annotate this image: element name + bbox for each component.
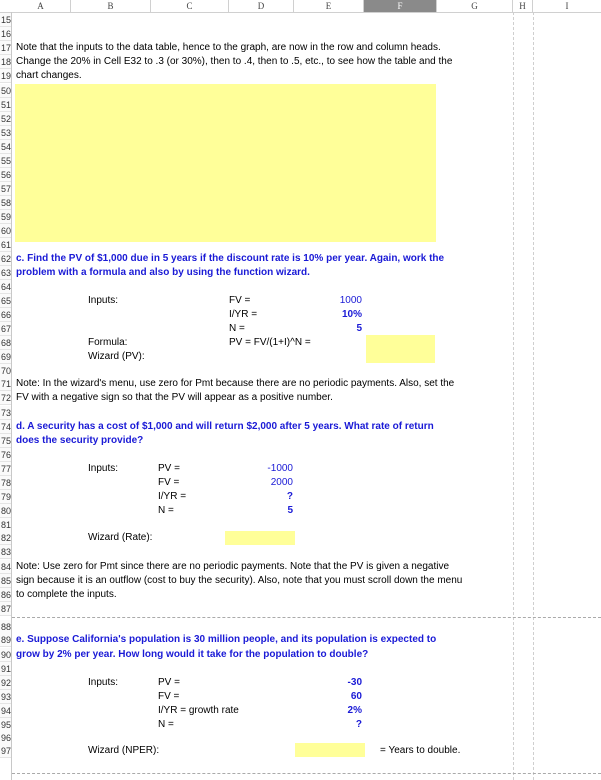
part-e-iyr-value[interactable]: 2% [347, 705, 362, 716]
part-e-title-line-2: grow by 2% per year. How long would it take for the population to double? [16, 649, 369, 660]
part-e-fv-value[interactable]: 60 [350, 691, 362, 702]
row-header-80[interactable]: 80 [0, 506, 11, 516]
part-c-n-label: N = [229, 323, 245, 334]
row-header-19[interactable]: 19 [0, 71, 11, 81]
part-d-iyr-value[interactable]: ? [286, 491, 293, 502]
row-header-96[interactable]: 96 [0, 733, 11, 743]
part-d-note-line-1: Note: Use zero for Pmt since there are no periodic payments. Note that the PV is given a negative [16, 561, 450, 572]
part-d-iyr-label: I/YR = [158, 491, 187, 502]
part-e-pv-label: PV = [158, 677, 180, 688]
row-header-58[interactable]: 58 [0, 198, 11, 208]
part-e-fv-label: FV = [158, 691, 180, 702]
row-header-91[interactable]: 91 [0, 664, 11, 674]
row-header-75[interactable]: 75 [0, 436, 11, 446]
part-d-inputs-label: Inputs: [88, 463, 119, 474]
row-header-84[interactable]: 84 [0, 562, 11, 572]
row-header-88[interactable]: 88 [0, 622, 11, 632]
row-header-53[interactable]: 53 [0, 128, 11, 138]
row-header-15[interactable]: 15 [0, 15, 11, 25]
part-e-iyr-label: I/YR = growth rate [158, 705, 239, 716]
part-d-title-line-2: does the security provide? [16, 435, 144, 446]
part-d-wizard-label: Wizard (Rate): [88, 532, 153, 543]
row-header-62[interactable]: 62 [0, 254, 11, 264]
column-header-c[interactable]: C [151, 0, 229, 12]
column-header-g[interactable]: G [437, 0, 513, 12]
part-e-pv-value[interactable]: -30 [347, 677, 362, 688]
row-header-81[interactable]: 81 [0, 520, 11, 530]
row-header-divider [11, 12, 12, 780]
part-e-wizard-label: Wizard (NPER): [88, 745, 160, 756]
row-header-16[interactable]: 16 [0, 29, 11, 39]
chart-placeholder-area[interactable] [15, 84, 436, 242]
row-header-17[interactable]: 17 [0, 43, 11, 53]
column-header-bar [0, 0, 601, 13]
row-header-82[interactable]: 82 [0, 533, 11, 543]
row-header-77[interactable]: 77 [0, 464, 11, 474]
row-header-94[interactable]: 94 [0, 706, 11, 716]
part-c-iyr-value[interactable]: 10% [341, 309, 362, 320]
page-break-line [513, 12, 514, 780]
part-d-pv-value[interactable]: -1000 [267, 463, 293, 474]
column-header-i[interactable]: I [565, 1, 569, 11]
row-header-68[interactable]: 68 [0, 338, 11, 348]
part-c-title-line-2: problem with a formula and also by using the function wizard. [16, 267, 310, 278]
part-e-result-label: = Years to double. [380, 745, 461, 756]
print-area-bottom-line [12, 773, 601, 774]
note-line-2: Change the 20% in Cell E32 to .3 (or 30%), then to .4, then to .5, etc., to see how the table and the [16, 56, 453, 67]
row-header-86[interactable]: 86 [0, 590, 11, 600]
row-header-89[interactable]: 89 [0, 635, 11, 645]
column-header-a[interactable]: A [11, 0, 71, 12]
row-header-61[interactable]: 61 [0, 240, 11, 250]
part-c-title-line-1: c. Find the PV of $1,000 due in 5 years if the discount rate is 10% per year. Again, work the [16, 253, 445, 264]
part-e-n-label: N = [158, 719, 174, 730]
row-header-56[interactable]: 56 [0, 170, 11, 180]
row-header-59[interactable]: 59 [0, 212, 11, 222]
row-header-73[interactable]: 73 [0, 408, 11, 418]
column-header-b[interactable]: B [71, 0, 151, 12]
row-header-85[interactable]: 85 [0, 576, 11, 586]
row-header-79[interactable]: 79 [0, 492, 11, 502]
rate-answer-cell[interactable] [225, 531, 295, 545]
part-e-title-line-1: e. Suppose California's population is 30 million people, and its population is expected to [16, 634, 437, 645]
note-line-1: Note that the inputs to the data table, hence to the graph, are now in the row and column heads. [16, 42, 441, 53]
row-header-90[interactable]: 90 [0, 650, 11, 660]
row-header-57[interactable]: 57 [0, 184, 11, 194]
part-c-fv-value[interactable]: 1000 [339, 295, 362, 306]
column-header-f[interactable]: F [364, 0, 437, 12]
part-d-note-line-2: sign because it is an outflow (cost to buy the security). Also, note that you must scroll down the menu [16, 575, 463, 586]
row-header-50[interactable]: 50 [0, 86, 11, 96]
row-header-87[interactable]: 87 [0, 604, 11, 614]
part-c-wizard-label: Wizard (PV): [88, 351, 145, 362]
row-header-71[interactable]: 71 [0, 379, 11, 389]
part-c-formula-text: PV = FV/(1+I)^N = [229, 337, 311, 348]
row-header-69[interactable]: 69 [0, 352, 11, 362]
column-header-e[interactable]: E [294, 0, 364, 12]
pv-answer-cell[interactable] [366, 335, 435, 363]
note-line-3: chart changes. [16, 70, 82, 81]
column-gridline [533, 12, 534, 780]
row-header-93[interactable]: 93 [0, 692, 11, 702]
part-c-note-line-1: Note: In the wizard's menu, use zero for Pmt because there are no periodic payments. Also, set the [16, 378, 455, 389]
part-d-title-line-1: d. A security has a cost of $1,000 and will return $2,000 after 5 years. What rate of return [16, 421, 434, 432]
column-header-h[interactable]: H [513, 0, 533, 12]
part-e-n-value[interactable]: ? [355, 719, 362, 730]
part-d-n-value[interactable]: 5 [287, 505, 293, 516]
part-e-inputs-label: Inputs: [88, 677, 119, 688]
row-header-76[interactable]: 76 [0, 450, 11, 460]
part-c-fv-label: FV = [229, 295, 251, 306]
row-header-60[interactable]: 60 [0, 226, 11, 236]
row-header-67[interactable]: 67 [0, 324, 11, 334]
part-d-pv-label: PV = [158, 463, 180, 474]
part-c-n-value[interactable]: 5 [356, 323, 362, 334]
row-header-64[interactable]: 64 [0, 282, 11, 292]
row-header-95[interactable]: 95 [0, 720, 11, 730]
part-d-fv-value[interactable]: 2000 [270, 477, 293, 488]
row-header-55[interactable]: 55 [0, 156, 11, 166]
row-header-52[interactable]: 52 [0, 114, 11, 124]
column-header-d[interactable]: D [229, 0, 294, 12]
part-d-n-label: N = [158, 505, 174, 516]
part-d-note-line-3: to complete the inputs. [16, 589, 117, 600]
page-break-line [12, 617, 601, 618]
row-header-70[interactable]: 70 [0, 366, 11, 376]
row-header-74[interactable]: 74 [0, 422, 11, 432]
part-c-note-line-2: FV with a negative sign so that the PV will appear as a positive number. [16, 392, 333, 403]
row-header-72[interactable]: 72 [0, 393, 11, 403]
row-header-66[interactable]: 66 [0, 310, 11, 320]
part-c-iyr-label: I/YR = [229, 309, 258, 320]
part-c-formula-label: Formula: [88, 337, 128, 348]
part-d-fv-label: FV = [158, 477, 180, 488]
row-header-65[interactable]: 65 [0, 296, 11, 306]
row-header-83[interactable]: 83 [0, 547, 11, 557]
row-header-18[interactable]: 18 [0, 57, 11, 67]
row-header-97[interactable]: 97 [0, 746, 11, 756]
row-header-51[interactable]: 51 [0, 100, 11, 110]
row-header-78[interactable]: 78 [0, 478, 11, 488]
nper-answer-cell[interactable] [295, 743, 365, 757]
row-header-63[interactable]: 63 [0, 268, 11, 278]
row-header-54[interactable]: 54 [0, 142, 11, 152]
part-c-inputs-label: Inputs: [88, 295, 119, 306]
row-header-92[interactable]: 92 [0, 678, 11, 688]
